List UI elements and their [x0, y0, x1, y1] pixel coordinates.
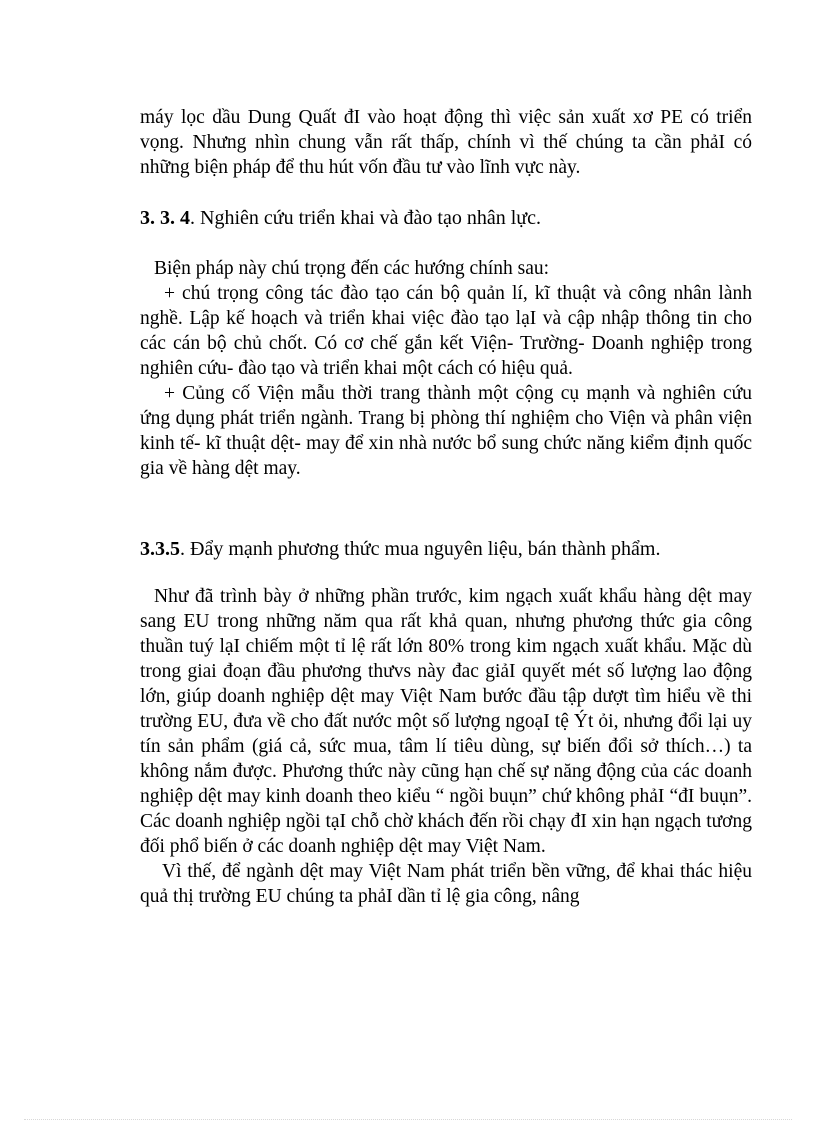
bullet-fashion-institute: + Củng cố Viện mẫu thời trang thành một cộng cụ mạnh và nghiên cứu ứng dụng phát triển ngành. Trang bị phòng thí nghiệm cho Viện và phân viện kinh tế- kĩ thuật dệt- may để xin nhà nước bổ sung chức năng kiểm định quốc gia về hàng dệt may. [140, 383, 752, 479]
section-3-3-5-body [140, 584, 752, 909]
section-title: . Đẩy mạnh phương thức mua nguyên liệu, bán thành phẩm. [180, 538, 661, 560]
section-3-3-4-body [140, 256, 752, 481]
intro-paragraph: máy lọc dầu Dung Quất đI vào hoạt động thì việc sản xuất xơ PE có triển vọng. Nhưng nhìn chung vẫn rất thấp, chính vì thế chúng ta cần phảI có những biện pháp để thu hút vốn đầu tư vào lĩnh vực này. [140, 107, 752, 178]
bullet-training: + chú trọng công tác đào tạo cán bộ quản lí, kĩ thuật và công nhân lành nghề. Lập kế hoạch và triển khai việc đào tạo lạI và cập nhập thông tin cho các cán bộ chủ chốt. Có cơ chế gắn kết Viện- Trường- Doanh nghiệp trong nghiên cứu- đào tạo và triển khai một cách có hiệu quả. [140, 283, 752, 379]
body-paragraph: Như đã trình bày ở những phần trước, kim ngạch xuất khẩu hàng dệt may sang EU trong những năm qua rất khả quan, nhưng phương thức gia công thuần tuý lạI chiếm một tỉ lệ rất lớn 80% trong kim ngạch xuất khẩu. Mặc dù trong giai đoạn đầu phương thưvs này đac giảI quyết mét số lượng lao động lớn, giúp doanh nghiệp dệt may Việt Nam bước đầu tập dượt tìm hiểu về thi trường EU, đưa về cho đất nước một số lượng ngoạI tệ Ýt ỏi, nhưng đổi lại uy tín sản phẩm (giá cả, sức mua, tâm lí tiêu dùng, sự biến đổi sở thích…) ta không nắm được. Phương thức này cũng hạn chế sự năng động của các doanh nghiệp dệt may kinh doanh theo kiểu “ ngồi buụn” chứ không phảI “đI buụn”. Các doanh nghiệp ngồi tạI chỗ chờ khách đến rồi chạy đI xin hạn ngạch tương đối phổ biến ở các doanh nghiệp dệt may Việt Nam. [140, 586, 752, 857]
section-heading-3-3-5 [140, 537, 752, 562]
body-paragraph: Vì thế, để ngành dệt may Việt Nam phát triển bền vững, để khai thác hiệu quả thị trường EU chúng ta phảI dần tỉ lệ gia công, nâng [140, 861, 752, 907]
section-title: . Nghiên cứu triển khai và đào tạo nhân lực. [190, 207, 542, 229]
page-bottom-border [24, 1119, 792, 1120]
section-heading-3-3-4 [140, 206, 752, 231]
section-lead: Biện pháp này chú trọng đến các hướng chính sau: [154, 258, 550, 279]
section-number: 3.3.5 [140, 538, 180, 560]
section-number: 3. 3. 4 [140, 207, 190, 229]
